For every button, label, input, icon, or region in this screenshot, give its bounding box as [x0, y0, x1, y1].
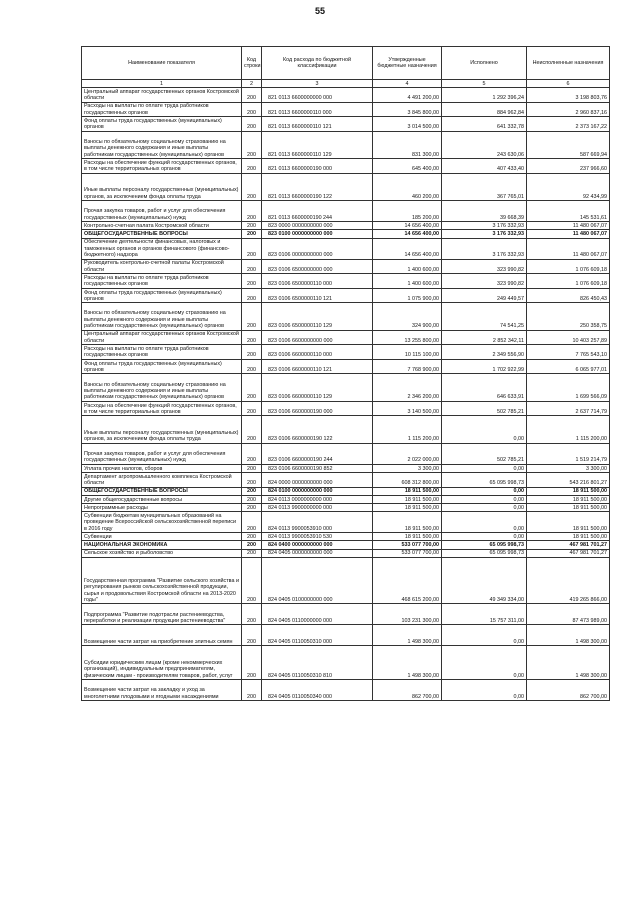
row-unexecuted: 18 911 500,00	[527, 533, 610, 541]
row-code: 200	[242, 495, 262, 503]
row-name: ОБЩЕГОСУДАРСТВЕННЫЕ ВОПРОСЫ	[82, 487, 242, 495]
column-number-row	[82, 80, 610, 88]
row-executed: 0,00	[442, 464, 527, 472]
row-name: Иные выплаты персоналу государственных (муниципальных) органов, за исключением фонда оплаты труда	[82, 416, 242, 443]
table-row	[82, 159, 610, 174]
row-classification: 824 0100 0000000000 000	[262, 487, 373, 495]
row-executed: 65 095 998,73	[442, 473, 527, 488]
row-executed: 1 702 922,99	[442, 359, 527, 374]
row-classification: 821 0113 6600000000 000	[262, 88, 373, 103]
row-unexecuted: 92 434,99	[527, 173, 610, 200]
column-number: 1	[82, 80, 242, 88]
row-approved: 608 312 800,00	[373, 473, 442, 488]
row-code: 200	[242, 173, 262, 200]
row-unexecuted: 2 373 167,22	[527, 117, 610, 132]
row-executed: 3 176 332,93	[442, 230, 527, 238]
row-unexecuted: 1 498 300,00	[527, 646, 610, 680]
row-unexecuted: 10 403 257,89	[527, 330, 610, 345]
row-code: 200	[242, 274, 262, 289]
row-classification: 823 0106 6600000190 852	[262, 464, 373, 472]
row-classification: 824 0405 0000000000 000	[262, 549, 373, 557]
budget-execution-table	[81, 46, 610, 701]
table-row	[82, 680, 610, 701]
row-unexecuted: 7 765 543,10	[527, 345, 610, 360]
row-name: Субвенции	[82, 533, 242, 541]
row-unexecuted: 862 700,00	[527, 680, 610, 701]
row-executed: 0,00	[442, 625, 527, 646]
row-classification: 823 0100 0000000000 000	[262, 230, 373, 238]
row-code: 200	[242, 416, 262, 443]
row-executed: 243 630,06	[442, 131, 527, 158]
row-unexecuted: 18 911 500,00	[527, 487, 610, 495]
header-name: Наименование показателя	[82, 47, 242, 80]
row-approved: 1 498 300,00	[373, 625, 442, 646]
table-row	[82, 374, 610, 401]
row-executed: 367 765,01	[442, 173, 527, 200]
row-name: Другие общегосударственные вопросы	[82, 495, 242, 503]
row-code: 200	[242, 288, 262, 303]
row-classification: 821 0113 6600000190 000	[262, 159, 373, 174]
row-executed: 502 785,21	[442, 401, 527, 416]
column-number: 2	[242, 80, 262, 88]
row-classification: 823 0000 0000000000 000	[262, 222, 373, 230]
page-number: 55	[314, 6, 325, 16]
row-code: 200	[242, 512, 262, 533]
row-classification: 824 0113 9900053910 530	[262, 533, 373, 541]
row-unexecuted: 18 911 500,00	[527, 512, 610, 533]
row-code: 200	[242, 222, 262, 230]
row-code: 200	[242, 504, 262, 512]
table-row	[82, 238, 610, 259]
row-approved: 18 911 500,00	[373, 495, 442, 503]
table-row	[82, 646, 610, 680]
row-approved: 2 022 000,00	[373, 443, 442, 464]
table-row	[82, 557, 610, 604]
row-name: Взносы по обязательному социальному страхованию на выплаты денежного содержания и иные выплаты работникам государственных (муниципальных) органов	[82, 374, 242, 401]
row-name: Фонд оплаты труда государственных (муниципальных) органов	[82, 288, 242, 303]
row-name: Руководитель контрольно-счетной палаты Костромской области	[82, 259, 242, 274]
header-executed: Исполнено	[442, 47, 527, 80]
table-row	[82, 201, 610, 222]
row-code: 200	[242, 330, 262, 345]
row-unexecuted: 543 216 801,27	[527, 473, 610, 488]
row-code: 200	[242, 88, 262, 103]
table-row	[82, 230, 610, 238]
row-classification: 821 0113 6600000190 244	[262, 201, 373, 222]
header-code: Код строки	[242, 47, 262, 80]
row-unexecuted: 1 519 214,79	[527, 443, 610, 464]
row-code: 200	[242, 541, 262, 549]
row-code: 200	[242, 230, 262, 238]
column-number: 4	[373, 80, 442, 88]
row-approved: 460 200,00	[373, 173, 442, 200]
row-executed: 3 176 332,93	[442, 222, 527, 230]
row-unexecuted: 18 911 500,00	[527, 504, 610, 512]
row-classification: 823 0106 6600000110 129	[262, 374, 373, 401]
row-executed: 39 668,39	[442, 201, 527, 222]
table-row	[82, 288, 610, 303]
row-name: Расходы на выплаты по оплате труда работников государственных органов	[82, 102, 242, 117]
table-row	[82, 464, 610, 472]
row-approved: 18 911 500,00	[373, 533, 442, 541]
row-classification: 821 0113 6600000110 129	[262, 131, 373, 158]
row-classification: 824 0405 0110050340 000	[262, 680, 373, 701]
row-executed: 407 433,40	[442, 159, 527, 174]
header-classification: Код расхода по бюджетной классификации	[262, 47, 373, 80]
row-executed: 1 292 396,24	[442, 88, 527, 103]
row-classification: 823 0106 6600000000 000	[262, 330, 373, 345]
row-approved: 103 231 300,00	[373, 604, 442, 625]
row-classification: 824 0113 9900053910 000	[262, 512, 373, 533]
row-name: Уплата прочих налогов, сборов	[82, 464, 242, 472]
table-row	[82, 345, 610, 360]
table-row	[82, 173, 610, 200]
row-unexecuted: 145 531,61	[527, 201, 610, 222]
row-name: Контрольно-счетная палата Костромской области	[82, 222, 242, 230]
row-name: Иные выплаты персоналу государственных (муниципальных) органов, за исключением фонда оплаты труда	[82, 173, 242, 200]
row-approved: 1 498 300,00	[373, 646, 442, 680]
row-code: 200	[242, 604, 262, 625]
row-approved: 533 077 700,00	[373, 549, 442, 557]
row-unexecuted: 1 699 566,09	[527, 374, 610, 401]
row-classification: 823 0106 6600000190 122	[262, 416, 373, 443]
row-unexecuted: 1 115 200,00	[527, 416, 610, 443]
row-executed: 3 176 332,93	[442, 238, 527, 259]
row-classification: 823 0106 6600000110 000	[262, 345, 373, 360]
row-approved: 14 656 400,00	[373, 222, 442, 230]
row-classification: 824 0000 0000000000 000	[262, 473, 373, 488]
table-row	[82, 102, 610, 117]
table-row	[82, 359, 610, 374]
row-name: Субвенции бюджетам муниципальных образований на проведение Всероссийской сельскохозяйственной переписи в 2016 году	[82, 512, 242, 533]
row-executed: 323 990,82	[442, 274, 527, 289]
row-unexecuted: 11 480 067,07	[527, 238, 610, 259]
row-approved: 468 615 200,00	[373, 557, 442, 604]
row-classification: 823 0106 6600000110 121	[262, 359, 373, 374]
row-executed: 0,00	[442, 512, 527, 533]
row-executed: 0,00	[442, 416, 527, 443]
row-approved: 3 845 800,00	[373, 102, 442, 117]
row-classification: 824 0405 0110050310 000	[262, 625, 373, 646]
table-header-row	[82, 47, 610, 80]
row-classification: 823 0106 6500000000 000	[262, 259, 373, 274]
row-code: 200	[242, 117, 262, 132]
row-unexecuted: 87 473 989,00	[527, 604, 610, 625]
row-unexecuted: 467 981 701,27	[527, 549, 610, 557]
row-code: 200	[242, 533, 262, 541]
row-code: 200	[242, 487, 262, 495]
row-name: Расходы на выплаты по оплате труда работников государственных органов	[82, 274, 242, 289]
row-executed: 249 449,57	[442, 288, 527, 303]
row-name: Прочая закупка товаров, работ и услуг для обеспечения государственных (муниципальных) нужд	[82, 443, 242, 464]
row-approved: 1 075 900,00	[373, 288, 442, 303]
row-executed: 502 785,21	[442, 443, 527, 464]
row-code: 200	[242, 359, 262, 374]
row-approved: 533 077 700,00	[373, 541, 442, 549]
row-name: Взносы по обязательному социальному страхованию на выплаты денежного содержания и иные выплаты работникам государственных (муниципальных) органов	[82, 303, 242, 330]
table-row	[82, 625, 610, 646]
row-name: Расходы на выплаты по оплате труда работников государственных органов	[82, 345, 242, 360]
table-row	[82, 443, 610, 464]
table-row	[82, 533, 610, 541]
row-code: 200	[242, 102, 262, 117]
row-executed: 2 852 342,11	[442, 330, 527, 345]
row-unexecuted: 11 480 067,07	[527, 230, 610, 238]
table-row	[82, 330, 610, 345]
column-number: 3	[262, 80, 373, 88]
row-approved: 13 255 800,00	[373, 330, 442, 345]
row-unexecuted: 467 981 701,27	[527, 541, 610, 549]
row-approved: 1 400 600,00	[373, 259, 442, 274]
row-approved: 18 911 500,00	[373, 512, 442, 533]
row-classification: 823 0106 0000000000 000	[262, 238, 373, 259]
row-unexecuted: 3 300,00	[527, 464, 610, 472]
row-executed: 2 349 556,90	[442, 345, 527, 360]
row-approved: 3 300,00	[373, 464, 442, 472]
row-name: Фонд оплаты труда государственных (муниципальных) органов	[82, 117, 242, 132]
row-code: 200	[242, 345, 262, 360]
row-name: Возмещение части затрат на приобретение элитных семян	[82, 625, 242, 646]
row-code: 200	[242, 401, 262, 416]
row-unexecuted: 587 669,94	[527, 131, 610, 158]
row-name: Расходы на обеспечение функций государственных органов, в том числе территориальных органов	[82, 159, 242, 174]
row-unexecuted: 1 498 300,00	[527, 625, 610, 646]
row-name: Расходы на обеспечение функций государственных органов, в том числе территориальных органов	[82, 401, 242, 416]
row-executed: 884 962,84	[442, 102, 527, 117]
table-row	[82, 416, 610, 443]
table-row	[82, 303, 610, 330]
row-approved: 18 911 500,00	[373, 504, 442, 512]
row-unexecuted: 237 966,60	[527, 159, 610, 174]
row-unexecuted: 1 076 609,18	[527, 274, 610, 289]
row-executed: 0,00	[442, 680, 527, 701]
row-code: 200	[242, 473, 262, 488]
row-approved: 1 115 200,00	[373, 416, 442, 443]
row-code: 200	[242, 557, 262, 604]
row-classification: 824 0400 0000000000 000	[262, 541, 373, 549]
table-row	[82, 504, 610, 512]
row-name: Обеспечение деятельности финансовых, налоговых и таможенных органов и органов финансового (финансово-бюджетного) надзора	[82, 238, 242, 259]
row-approved: 1 400 600,00	[373, 274, 442, 289]
row-approved: 3 014 500,00	[373, 117, 442, 132]
table-row	[82, 117, 610, 132]
row-executed: 0,00	[442, 487, 527, 495]
column-number: 5	[442, 80, 527, 88]
row-unexecuted: 1 076 609,18	[527, 259, 610, 274]
row-executed: 15 757 311,00	[442, 604, 527, 625]
row-approved: 862 700,00	[373, 680, 442, 701]
row-name: ОБЩЕГОСУДАРСТВЕННЫЕ ВОПРОСЫ	[82, 230, 242, 238]
row-name: НАЦИОНАЛЬНАЯ ЭКОНОМИКА	[82, 541, 242, 549]
row-approved: 2 346 200,00	[373, 374, 442, 401]
row-approved: 14 656 400,00	[373, 230, 442, 238]
row-classification: 821 0113 6600000190 122	[262, 173, 373, 200]
row-unexecuted: 11 480 067,07	[527, 222, 610, 230]
row-classification: 823 0106 6500000110 129	[262, 303, 373, 330]
row-classification: 823 0106 6600000190 000	[262, 401, 373, 416]
row-approved: 645 400,00	[373, 159, 442, 174]
row-classification: 823 0106 6600000190 244	[262, 443, 373, 464]
row-unexecuted: 3 198 803,76	[527, 88, 610, 103]
row-unexecuted: 6 065 977,01	[527, 359, 610, 374]
row-code: 200	[242, 303, 262, 330]
row-approved: 185 200,00	[373, 201, 442, 222]
row-approved: 14 656 400,00	[373, 238, 442, 259]
table-row	[82, 88, 610, 103]
row-executed: 49 349 334,00	[442, 557, 527, 604]
row-code: 200	[242, 259, 262, 274]
table-row	[82, 549, 610, 557]
row-name: Субсидии юридическим лицам (кроме некоммерческих организаций), индивидуальным предпринимателям, физическим лицам - производителям товаров, работ, услуг	[82, 646, 242, 680]
row-name: Возмещение части затрат на закладку и уход за многолетними плодовыми и ягодными насаждениями	[82, 680, 242, 701]
row-code: 200	[242, 625, 262, 646]
row-unexecuted: 2 637 714,79	[527, 401, 610, 416]
row-name: Центральный аппарат государственных органов Костромской области	[82, 88, 242, 103]
row-executed: 0,00	[442, 533, 527, 541]
header-approved: Утвержденные бюджетные назначения	[373, 47, 442, 80]
table-row	[82, 541, 610, 549]
row-executed: 646 633,91	[442, 374, 527, 401]
row-code: 200	[242, 549, 262, 557]
table-row	[82, 495, 610, 503]
row-classification: 821 0113 6600000110 121	[262, 117, 373, 132]
row-executed: 65 095 998,73	[442, 541, 527, 549]
row-name: Сельское хозяйство и рыболовство	[82, 549, 242, 557]
row-executed: 641 332,78	[442, 117, 527, 132]
row-unexecuted: 250 358,75	[527, 303, 610, 330]
row-name: Фонд оплаты труда государственных (муниципальных) органов	[82, 359, 242, 374]
row-code: 200	[242, 238, 262, 259]
row-executed: 323 990,82	[442, 259, 527, 274]
table-row	[82, 512, 610, 533]
row-approved: 831 300,00	[373, 131, 442, 158]
row-name: Непрограммные расходы	[82, 504, 242, 512]
row-code: 200	[242, 374, 262, 401]
row-classification: 824 0113 9900000000 000	[262, 504, 373, 512]
row-executed: 65 095 998,73	[442, 549, 527, 557]
row-name: Подпрограмма "Развитие подотрасли растениеводства, переработки и реализации продукции растениеводства"	[82, 604, 242, 625]
row-executed: 74 541,25	[442, 303, 527, 330]
row-approved: 18 911 500,00	[373, 487, 442, 495]
table-row	[82, 259, 610, 274]
table-row	[82, 487, 610, 495]
table-row	[82, 274, 610, 289]
row-executed: 0,00	[442, 504, 527, 512]
table-row	[82, 131, 610, 158]
row-name: Прочая закупка товаров, работ и услуг для обеспечения государственных (муниципальных) нужд	[82, 201, 242, 222]
row-unexecuted: 2 960 837,16	[527, 102, 610, 117]
row-code: 200	[242, 201, 262, 222]
row-classification: 824 0405 0110050310 810	[262, 646, 373, 680]
header-unexecuted: Неисполненные назначения	[527, 47, 610, 80]
row-code: 200	[242, 680, 262, 701]
row-classification: 824 0405 0100000000 000	[262, 557, 373, 604]
row-name: Государственная программа "Развитие сельского хозяйства и регулирования рынков сельскохозяйственной продукции, сырья и продовольствия Костромской области на 2013-2020 годы"	[82, 557, 242, 604]
row-name: Департамент агропромышленного комплекса Костромской области	[82, 473, 242, 488]
table-row	[82, 222, 610, 230]
row-classification: 824 0113 0000000000 000	[262, 495, 373, 503]
row-executed: 0,00	[442, 646, 527, 680]
row-approved: 10 115 100,00	[373, 345, 442, 360]
row-approved: 324 900,00	[373, 303, 442, 330]
row-code: 200	[242, 464, 262, 472]
row-classification: 823 0106 6500000110 000	[262, 274, 373, 289]
row-classification: 823 0106 6500000110 121	[262, 288, 373, 303]
row-code: 200	[242, 646, 262, 680]
row-code: 200	[242, 443, 262, 464]
row-classification: 821 0113 6600000110 000	[262, 102, 373, 117]
row-approved: 7 768 900,00	[373, 359, 442, 374]
table-row	[82, 473, 610, 488]
row-classification: 824 0405 0110000000 000	[262, 604, 373, 625]
table-row	[82, 604, 610, 625]
row-executed: 0,00	[442, 495, 527, 503]
table-row	[82, 401, 610, 416]
column-number: 6	[527, 80, 610, 88]
row-unexecuted: 419 265 866,00	[527, 557, 610, 604]
row-approved: 3 140 500,00	[373, 401, 442, 416]
row-unexecuted: 18 911 500,00	[527, 495, 610, 503]
row-name: Центральный аппарат государственных органов Костромской области	[82, 330, 242, 345]
row-code: 200	[242, 131, 262, 158]
row-code: 200	[242, 159, 262, 174]
row-name: Взносы по обязательному социальному страхованию на выплаты денежного содержания и иные выплаты работникам государственных (муниципальных) органов	[82, 131, 242, 158]
row-unexecuted: 826 450,43	[527, 288, 610, 303]
row-approved: 4 491 200,00	[373, 88, 442, 103]
